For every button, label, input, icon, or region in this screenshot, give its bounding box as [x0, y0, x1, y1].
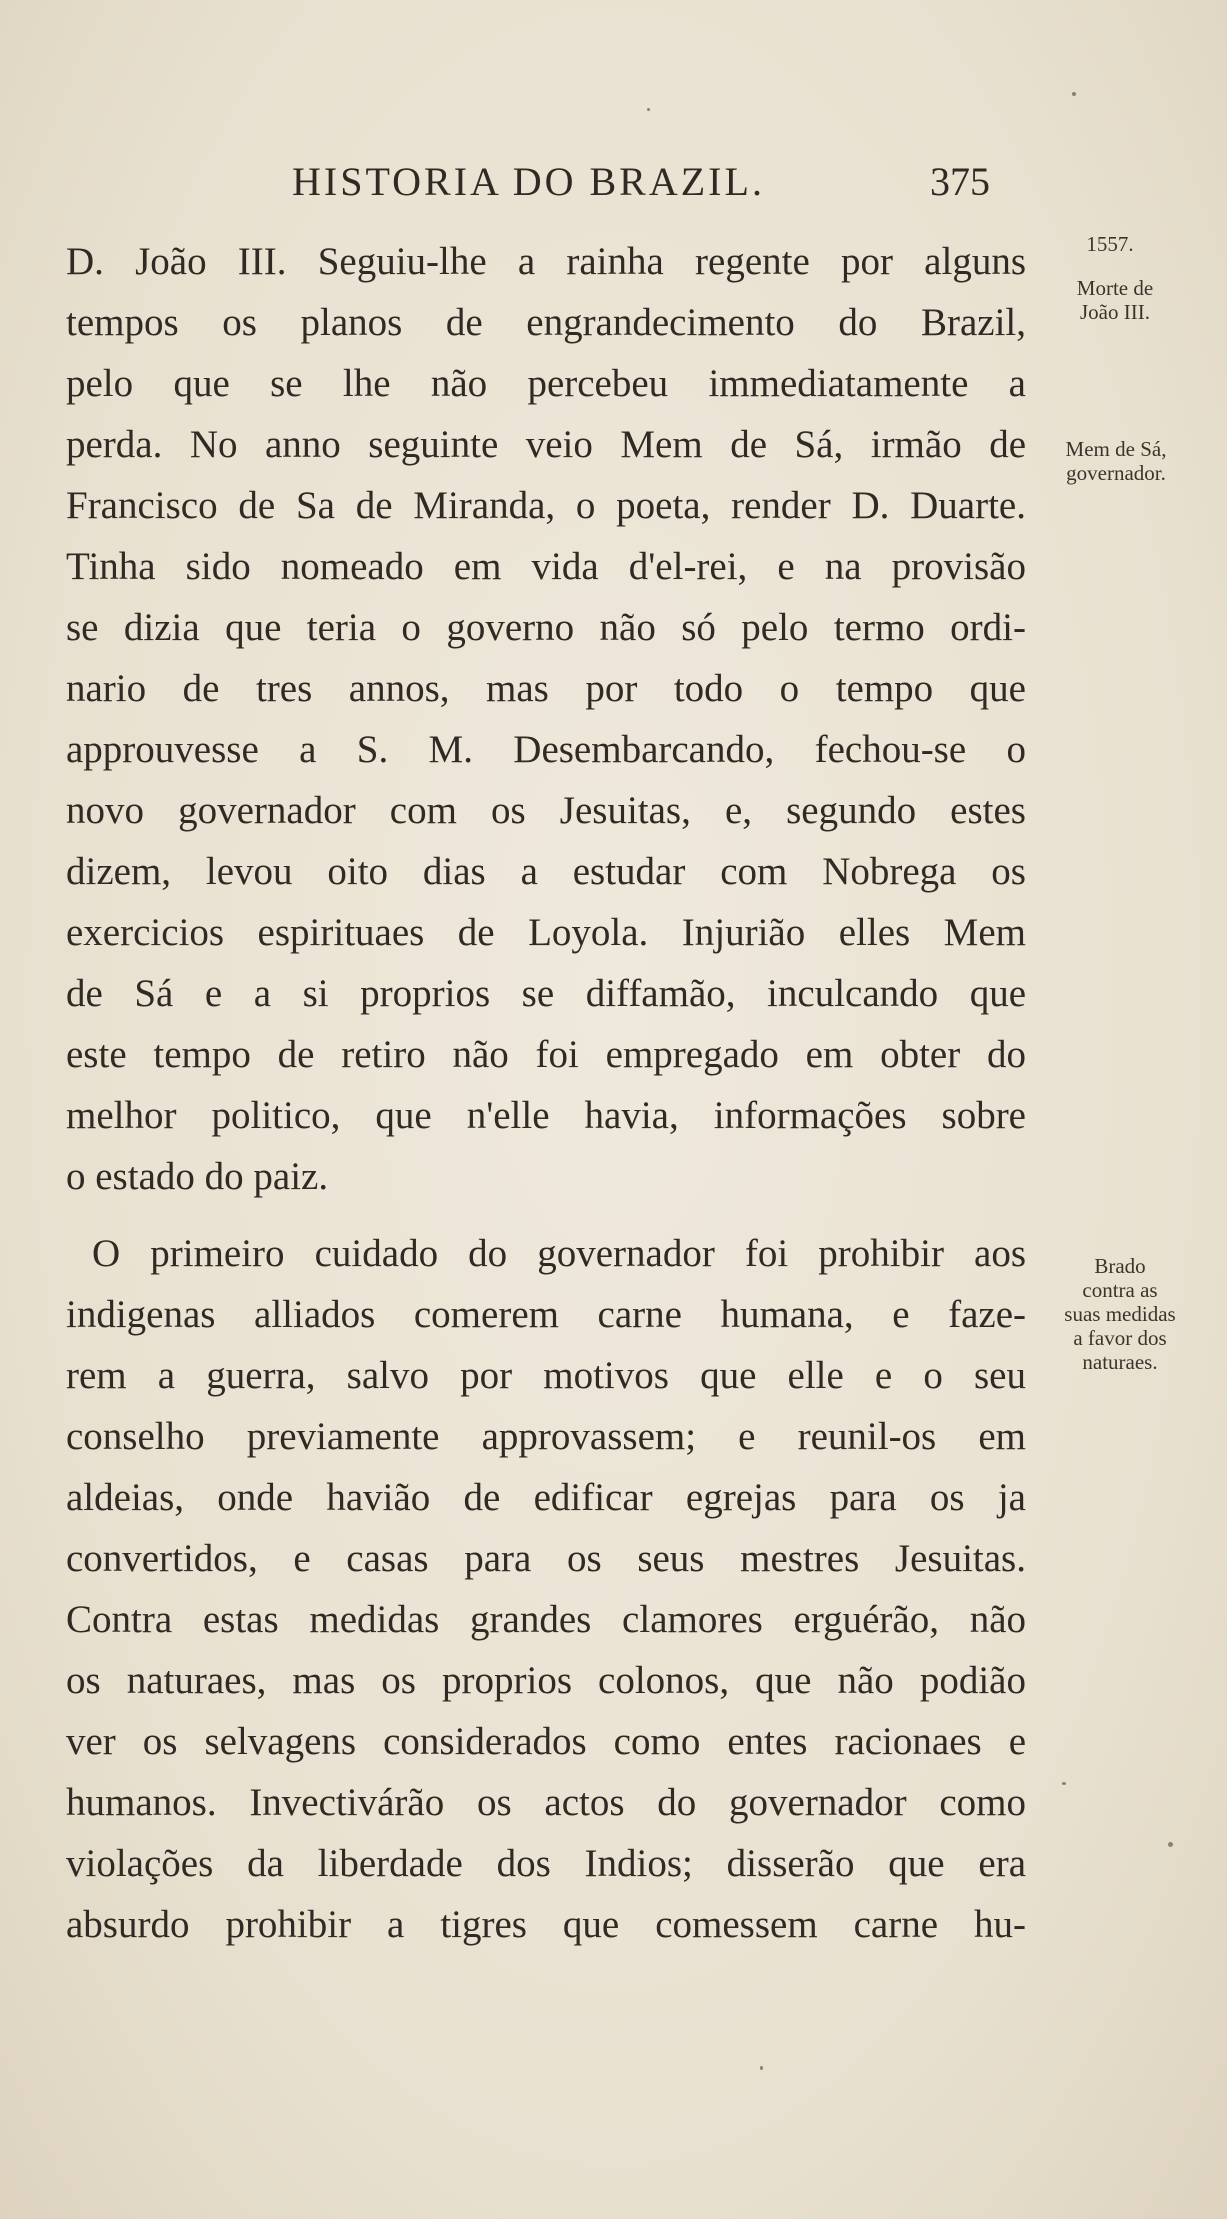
- page-header: [0, 158, 1227, 218]
- margin-note-mem-de-sa: [1036, 437, 1196, 485]
- page-number: 375: [930, 159, 990, 204]
- text-line: este tempo de retiro não foi empregado em obter do: [66, 1033, 1026, 1076]
- margin-note-line: Morte de: [1076, 276, 1154, 300]
- margin-note-line: João III.: [1080, 300, 1150, 324]
- text-line-paragraph-start: O primeiro cuidado do governador foi prohibir aos: [92, 1232, 1026, 1275]
- text-line: melhor politico, que n'elle havia, informações sobre: [66, 1094, 1026, 1137]
- text-line: Tinha sido nomeado em vida d'el-rei, e na provisão: [66, 545, 1026, 588]
- margin-note-line: 1557.: [1086, 232, 1134, 256]
- text-line: approuvesse a S. M. Desembarcando, fechou-se o: [66, 728, 1026, 771]
- text-line: indigenas alliados comerem carne humana, e faze-: [66, 1293, 1026, 1336]
- text-line: absurdo prohibir a tigres que comessem carne hu-: [66, 1903, 1026, 1946]
- margin-note-line: governador.: [1066, 461, 1166, 485]
- margin-note-death-of-joao: [1050, 276, 1180, 324]
- margin-note-year: [1050, 232, 1170, 256]
- text-line: aldeias, onde havião de edificar egrejas para os ja: [66, 1476, 1026, 1519]
- text-line: rem a guerra, salvo por motivos que elle e o seu: [66, 1354, 1026, 1397]
- paper-speck: [1168, 1842, 1173, 1847]
- margin-note-line: contra as: [1082, 1278, 1158, 1302]
- text-line: dizem, levou oito dias a estudar com Nobrega os: [66, 850, 1026, 893]
- text-line: pelo que se lhe não percebeu immediatamente a: [66, 362, 1026, 405]
- paper-speck: [760, 2066, 763, 2070]
- paper-speck: [647, 108, 650, 111]
- text-line: novo governador com os Jesuitas, e, segundo estes: [66, 789, 1026, 832]
- text-line: de Sá e a si proprios se diffamão, inculcando que: [66, 972, 1026, 1015]
- text-line: D. João III. Seguiu-lhe a rainha regente por alguns: [66, 240, 1026, 283]
- text-line: nario de tres annos, mas por todo o tempo que: [66, 667, 1026, 710]
- text-line: Francisco de Sa de Miranda, o poeta, render D. Duarte.: [66, 484, 1026, 527]
- running-title: HISTORIA DO BRAZIL.: [292, 159, 765, 204]
- margin-note-brado: [1050, 1254, 1190, 1374]
- margin-note-line: Mem de Sá,: [1065, 437, 1167, 461]
- text-line: se dizia que teria o governo não só pelo termo ordi-: [66, 606, 1026, 649]
- text-line: os naturaes, mas os proprios colonos, que não podião: [66, 1659, 1026, 1702]
- text-line: ver os selvagens considerados como entes racionaes e: [66, 1720, 1026, 1763]
- margin-note-line: a favor dos: [1073, 1326, 1167, 1350]
- margin-note-line: naturaes.: [1082, 1350, 1158, 1374]
- text-line: violações da liberdade dos Indios; disserão que era: [66, 1842, 1026, 1885]
- text-line: o estado do paiz.: [66, 1155, 329, 1198]
- text-line: exercicios espirituaes de Loyola. Injurião elles Mem: [66, 911, 1026, 954]
- text-line: conselho previamente approvassem; e reunil-os em: [66, 1415, 1026, 1458]
- text-line: perda. No anno seguinte veio Mem de Sá, irmão de: [66, 423, 1026, 466]
- paper-speck: [1062, 1782, 1066, 1785]
- text-line: tempos os planos de engrandecimento do Brazil,: [66, 301, 1026, 344]
- margin-note-line: suas medidas: [1064, 1302, 1176, 1326]
- text-line: convertidos, e casas para os seus mestres Jesuitas.: [66, 1537, 1026, 1580]
- text-line: humanos. Invectivárão os actos do governador como: [66, 1781, 1026, 1824]
- paper-speck: [1072, 92, 1076, 96]
- text-line: Contra estas medidas grandes clamores erguérão, não: [66, 1598, 1026, 1641]
- margin-note-line: Brado: [1094, 1254, 1146, 1278]
